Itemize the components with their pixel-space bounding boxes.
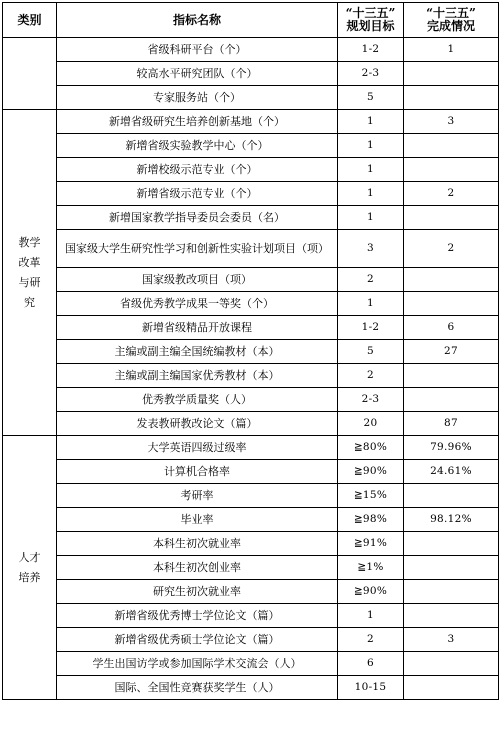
- table-row: [3, 364, 499, 388]
- header-indicator: 指标名称: [57, 3, 338, 38]
- indicator-name-cell: 新增省级精品开放课程: [57, 316, 338, 340]
- target-cell: ≧91%: [338, 532, 404, 556]
- category-cell: [3, 110, 57, 436]
- indicator-name-cell: 新增省级优秀博士学位论文（篇）: [57, 604, 338, 628]
- indicator-name-cell: 毕业率: [57, 508, 338, 532]
- table-row: [3, 556, 499, 580]
- target-cell: ≧80%: [338, 436, 404, 460]
- table-row: [3, 604, 499, 628]
- done-cell: 98.12%: [404, 508, 499, 532]
- done-cell: [404, 388, 499, 412]
- table-row: [3, 182, 499, 206]
- target-cell: 2: [338, 268, 404, 292]
- table-row: [3, 292, 499, 316]
- target-cell: ≧98%: [338, 508, 404, 532]
- done-cell: [404, 268, 499, 292]
- table-row: [3, 230, 499, 268]
- done-cell: [404, 652, 499, 676]
- header-done-line2: 完成情况: [426, 19, 475, 33]
- done-cell: 3: [404, 628, 499, 652]
- target-cell: 2: [338, 628, 404, 652]
- done-cell: [404, 604, 499, 628]
- done-cell: 79.96%: [404, 436, 499, 460]
- target-cell: 5: [338, 86, 404, 110]
- category-line: 教学: [18, 235, 41, 249]
- table-row: [3, 340, 499, 364]
- table-row: [3, 110, 499, 134]
- indicator-name-cell: 新增省级研究生培养创新基地（个）: [57, 110, 338, 134]
- header-category: 类别: [3, 3, 57, 38]
- done-cell: [404, 484, 499, 508]
- indicator-name-cell: 优秀教学质量奖（人）: [57, 388, 338, 412]
- target-cell: 2-3: [338, 62, 404, 86]
- indicator-name-cell: 新增省级优秀硕士学位论文（篇）: [57, 628, 338, 652]
- done-cell: [404, 556, 499, 580]
- indicator-table: [2, 2, 499, 700]
- table-row: [3, 676, 499, 700]
- target-cell: ≧15%: [338, 484, 404, 508]
- target-cell: 1-2: [338, 38, 404, 62]
- done-cell: [404, 676, 499, 700]
- done-cell: 3: [404, 110, 499, 134]
- target-cell: ≧90%: [338, 460, 404, 484]
- table-row: [3, 388, 499, 412]
- done-cell: [404, 134, 499, 158]
- target-cell: 1: [338, 134, 404, 158]
- done-cell: [404, 62, 499, 86]
- target-cell: ≧90%: [338, 580, 404, 604]
- indicator-name-cell: 国家级教改项目（项）: [57, 268, 338, 292]
- header-target: [338, 3, 404, 38]
- target-cell: 1-2: [338, 316, 404, 340]
- category-line: 改革: [18, 255, 41, 269]
- done-cell: 27: [404, 340, 499, 364]
- target-cell: 1: [338, 206, 404, 230]
- indicator-name-cell: 新增校级示范专业（个）: [57, 158, 338, 182]
- target-cell: 3: [338, 230, 404, 268]
- indicator-name-cell: 专家服务站（个）: [57, 86, 338, 110]
- header-done-line1: “十三五”: [426, 6, 476, 20]
- header-done: [404, 3, 499, 38]
- category-line: 人才: [18, 550, 41, 564]
- table-row: [3, 652, 499, 676]
- done-cell: 87: [404, 412, 499, 436]
- table-row: [3, 38, 499, 62]
- table-row: [3, 206, 499, 230]
- target-cell: 1: [338, 182, 404, 206]
- target-cell: 1: [338, 292, 404, 316]
- indicator-name-cell: 大学英语四级过级率: [57, 436, 338, 460]
- indicator-name-cell: 新增省级实验教学中心（个）: [57, 134, 338, 158]
- done-cell: [404, 364, 499, 388]
- indicator-name-cell: 计算机合格率: [57, 460, 338, 484]
- table-row: [3, 580, 499, 604]
- done-cell: 24.61%: [404, 460, 499, 484]
- indicator-name-cell: 国家级大学生研究性学习和创新性实验计划项目（项）: [57, 230, 338, 268]
- target-cell: 5: [338, 340, 404, 364]
- target-cell: 10-15: [338, 676, 404, 700]
- done-cell: [404, 292, 499, 316]
- done-cell: [404, 158, 499, 182]
- header-row: [3, 3, 499, 38]
- done-cell: 2: [404, 182, 499, 206]
- target-cell: 2-3: [338, 388, 404, 412]
- indicator-name-cell: 本科生初次创业率: [57, 556, 338, 580]
- indicator-name-cell: 主编或副主编全国统编教材（本）: [57, 340, 338, 364]
- target-cell: 2: [338, 364, 404, 388]
- header-target-line1: “十三五”: [345, 6, 396, 20]
- indicator-name-cell: 发表教研教改论文（篇）: [57, 412, 338, 436]
- indicator-name-cell: 主编或副主编国家优秀教材（本）: [57, 364, 338, 388]
- done-cell: [404, 532, 499, 556]
- table-row: [3, 532, 499, 556]
- target-cell: 1: [338, 158, 404, 182]
- target-cell: 20: [338, 412, 404, 436]
- category-line: 与研: [18, 275, 41, 289]
- table-row: [3, 436, 499, 460]
- table-row: [3, 628, 499, 652]
- target-cell: ≧1%: [338, 556, 404, 580]
- done-cell: 2: [404, 230, 499, 268]
- indicator-name-cell: 本科生初次就业率: [57, 532, 338, 556]
- target-cell: 6: [338, 652, 404, 676]
- category-line: 培养: [18, 570, 41, 584]
- table-row: [3, 484, 499, 508]
- table-row: [3, 316, 499, 340]
- done-cell: [404, 206, 499, 230]
- category-cell: [3, 38, 57, 110]
- indicator-name-cell: 较高水平研究团队（个）: [57, 62, 338, 86]
- category-line: 究: [24, 295, 35, 309]
- done-cell: 6: [404, 316, 499, 340]
- header-target-line2: 规划目标: [346, 19, 395, 33]
- table-body: [3, 38, 499, 700]
- indicator-name-cell: 省级科研平台（个）: [57, 38, 338, 62]
- done-cell: [404, 580, 499, 604]
- indicator-name-cell: 新增省级示范专业（个）: [57, 182, 338, 206]
- indicator-name-cell: 考研率: [57, 484, 338, 508]
- indicator-name-cell: 国际、全国性竞赛获奖学生（人）: [57, 676, 338, 700]
- indicator-name-cell: 省级优秀教学成果一等奖（个）: [57, 292, 338, 316]
- table-row: [3, 134, 499, 158]
- table-row: [3, 86, 499, 110]
- table-row: [3, 412, 499, 436]
- table-row: [3, 268, 499, 292]
- target-cell: 1: [338, 604, 404, 628]
- table-row: [3, 158, 499, 182]
- table-row: [3, 62, 499, 86]
- target-cell: 1: [338, 110, 404, 134]
- done-cell: [404, 86, 499, 110]
- indicator-name-cell: 学生出国访学或参加国际学术交流会（人）: [57, 652, 338, 676]
- indicator-name-cell: 新增国家教学指导委员会委员（名）: [57, 206, 338, 230]
- indicator-name-cell: 研究生初次就业率: [57, 580, 338, 604]
- category-cell: [3, 436, 57, 700]
- done-cell: 1: [404, 38, 499, 62]
- table-row: [3, 460, 499, 484]
- table-row: [3, 508, 499, 532]
